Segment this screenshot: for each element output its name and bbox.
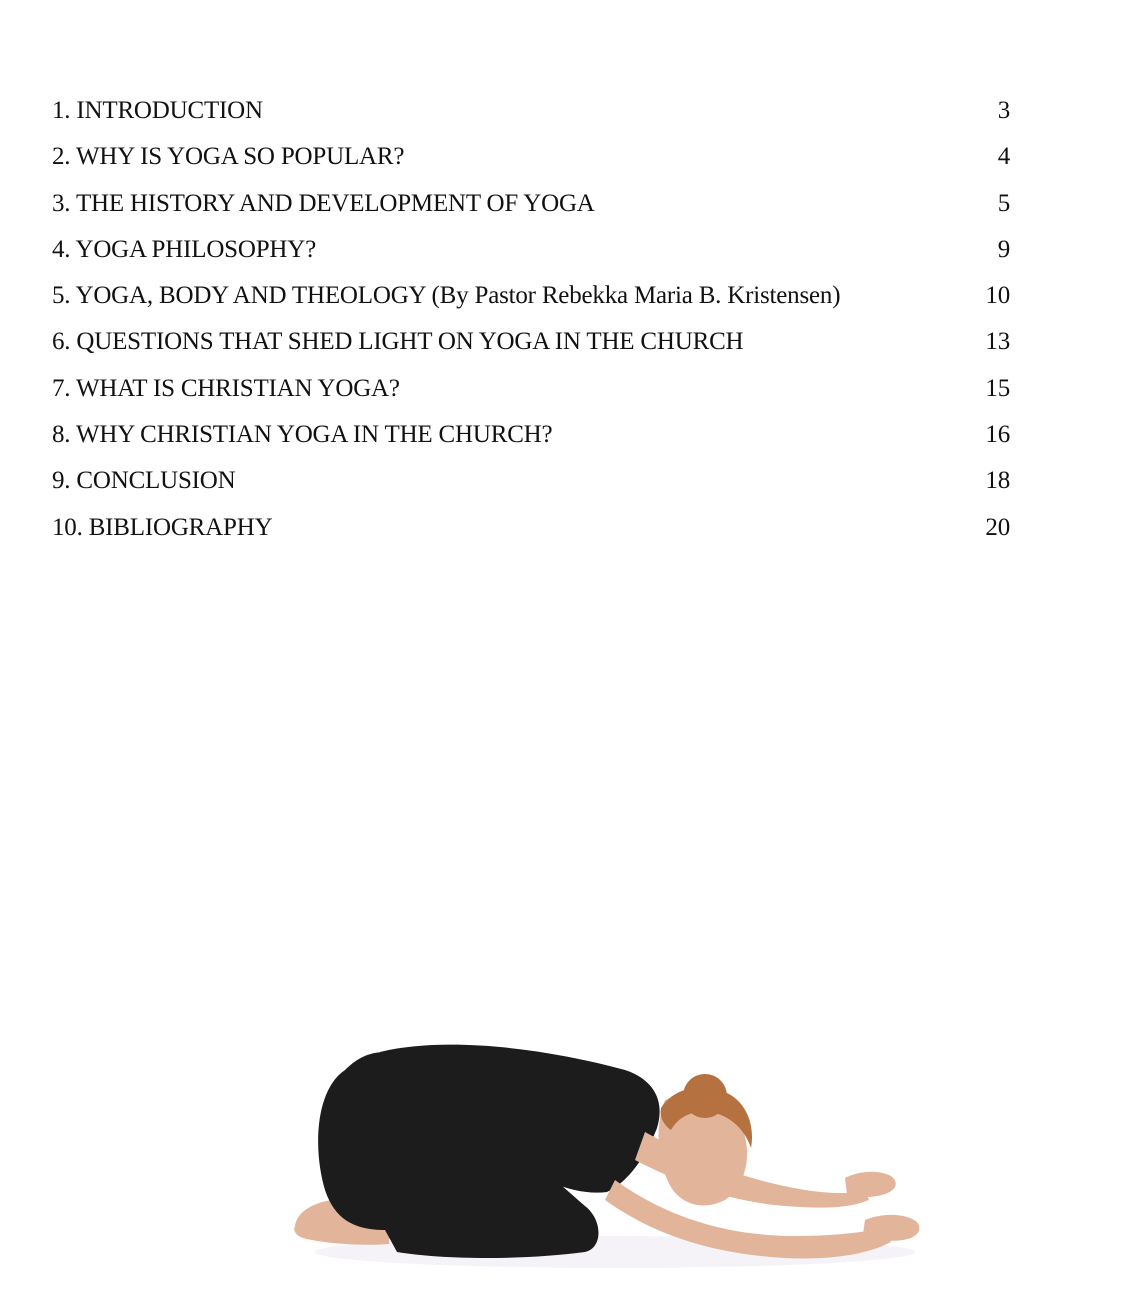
toc-entry-title: 4. YOGA PHILOSOPHY? bbox=[52, 235, 317, 263]
toc-entry[interactable] bbox=[52, 134, 1010, 180]
toc-entry-page: 9 bbox=[997, 235, 1010, 263]
toc-entry[interactable] bbox=[52, 227, 1010, 273]
toc-entry-page: 3 bbox=[997, 97, 1010, 124]
toc-entry[interactable] bbox=[52, 412, 1010, 458]
toc-entry[interactable] bbox=[52, 458, 1010, 504]
yoga-pose-figure bbox=[285, 1030, 935, 1280]
hand-far bbox=[845, 1172, 896, 1197]
toc-entry-title: 1. INTRODUCTION bbox=[52, 97, 263, 124]
toc-entry-page: 13 bbox=[985, 328, 1010, 356]
toc-entry-title: 5. YOGA, BODY AND THEOLOGY (By Pastor Rebekka Maria B. Kristensen) bbox=[52, 282, 841, 310]
toc-entry[interactable] bbox=[52, 181, 1010, 227]
toc-entry[interactable] bbox=[52, 505, 1010, 551]
toc-entry-page: 4 bbox=[997, 143, 1010, 171]
toc-entry[interactable] bbox=[52, 273, 1010, 319]
toc-entry-title: 3. THE HISTORY AND DEVELOPMENT OF YOGA bbox=[52, 189, 595, 217]
toc-entry-page: 16 bbox=[985, 421, 1010, 449]
toc-entry[interactable] bbox=[52, 319, 1010, 365]
toc-entry[interactable] bbox=[52, 366, 1010, 412]
toc-entry-title: 2. WHY IS YOGA SO POPULAR? bbox=[52, 143, 405, 171]
toc-entry-title: 9. CONCLUSION bbox=[52, 467, 236, 495]
hand-near bbox=[863, 1215, 919, 1241]
toc-entry[interactable] bbox=[52, 88, 1010, 134]
toc-entry-page: 10 bbox=[985, 282, 1010, 310]
table-of-contents bbox=[52, 88, 1010, 551]
toc-entry-title: 10. BIBLIOGRAPHY bbox=[52, 513, 273, 541]
hair-bun bbox=[683, 1074, 727, 1118]
toc-entry-page: 5 bbox=[997, 189, 1010, 217]
toc-entry-title: 6. QUESTIONS THAT SHED LIGHT ON YOGA IN THE CHURCH bbox=[52, 328, 744, 356]
toc-entry-title: 8. WHY CHRISTIAN YOGA IN THE CHURCH? bbox=[52, 421, 553, 449]
toc-entry-page: 18 bbox=[985, 467, 1010, 495]
yoga-childs-pose-illustration bbox=[285, 1030, 935, 1280]
toc-entry-page: 20 bbox=[985, 513, 1010, 541]
toc-entry-page: 15 bbox=[985, 374, 1010, 402]
toc-entry-title: 7. WHAT IS CHRISTIAN YOGA? bbox=[52, 374, 400, 402]
